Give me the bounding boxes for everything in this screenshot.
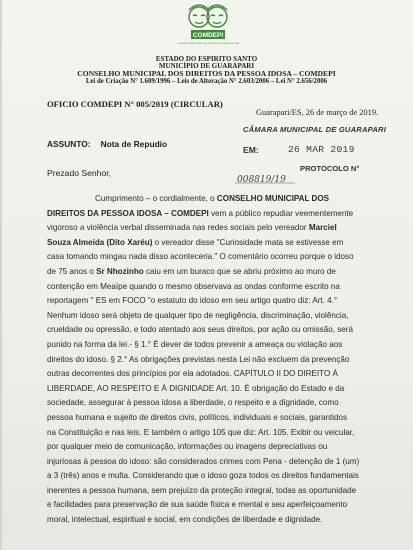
body-text-bold: Marciel (308, 223, 337, 233)
header-law: Lei de Criação N° 1.609/1996 – Leis de Alteração N° 2.603/2006 – Lei N° 2.656/2006 (85, 78, 328, 85)
body-text: reportagem " ES em FOCO "o estatuto do idoso em seu artigo quatro diz: Art. 4.° (47, 296, 338, 306)
body-text: e facilidades para preservação de sua saúde física e mental e seu aperfeiçoamento (47, 500, 348, 510)
body-line (47, 440, 387, 455)
body-text: moral, intelectual, espiritual e social, em condições de liberdade e dignidade. (47, 515, 323, 525)
body-line (47, 498, 387, 513)
body-text: contenção em Meaípe quando o mesmo observava as ondas conforme escrito na (47, 281, 340, 291)
body-line (47, 280, 387, 295)
document-reference: OFICIO COMDEPI N° 005/2019 (CIRCULAR) (47, 99, 223, 109)
body-line (47, 426, 387, 441)
handwritten-protocol-number (235, 172, 295, 184)
body-line (47, 367, 387, 382)
body-text: outras decorrentes dos princípios por ela adotados. CAPÍTULO II DO DIREITO À (47, 369, 338, 379)
body-text-bold: CONSELHO MUNICIPAL DOS (216, 194, 330, 203)
letter-body (47, 192, 387, 528)
body-line (47, 382, 387, 397)
body-text: direitos do idoso. § 2.° As obrigações previstas nesta Lei não excluem da prevenção (47, 354, 350, 364)
body-line (47, 221, 387, 236)
body-text: punido na forma da lei.- § 1.° É dever de todos prevenir a ameaça ou violação aos (47, 339, 343, 349)
logo-wordmark: COMDEPI (192, 32, 224, 39)
body-text-bold: DIREITOS DA PESSOA IDOSA – COMDEPI (47, 208, 209, 218)
body-line (47, 250, 387, 265)
body-line (47, 323, 387, 338)
body-text: a 3 (três) anos e multa. Considerando que o idoso goza todos os direitos fundamentais (47, 471, 359, 481)
body-line (47, 469, 387, 484)
comdepi-logo (177, 2, 239, 52)
subject-line (47, 139, 167, 149)
body-line (47, 207, 387, 222)
body-line (47, 353, 387, 368)
header-municipality: MUNICÍPIO DE GUARAPARI (158, 62, 255, 70)
body-text: por qualquer meio de comunicação, informações ou imagens depreciativas ou (47, 442, 328, 452)
body-text-bold: Sr Nhozinho (96, 266, 144, 276)
header-state: ESTADO DO ESPIRITO SANTO (155, 55, 258, 63)
logo-subtext: CONSELHO MUNICIPAL DOS DIREITOS DA PESSOA IDOSA (177, 43, 239, 45)
body-text: pessoa humana e sujeito de direitos civis, políticos, individuais e sociais, garantidos (47, 412, 348, 422)
body-text: caiu em um buraco que se abriu próximo ao muro de (143, 266, 336, 276)
stamp-protocol-label: PROTOCOLO N° (300, 164, 360, 173)
body-line (47, 338, 387, 353)
body-text: casa tomando mingau nada disso aconteceria." O comentário ocorreu porque o idoso (47, 252, 354, 262)
stamp-em-label: EM: (243, 145, 259, 155)
body-line (47, 192, 387, 207)
body-text: Nenhum idoso será objeto de qualquer tipo de negligência, discriminação, violência, (47, 310, 349, 320)
body-text: inerentes a pessoa humana, sem prejuízo da proteção integral, todas as oportunidade (47, 485, 357, 495)
body-text: de 75 anos o (47, 266, 97, 276)
place-date: Guarapari/ES, 26 de março de 2019. (256, 108, 379, 117)
body-text: vem a público repudiar veementemente (208, 208, 354, 218)
subject-text: Nota de Repudio (100, 139, 168, 149)
body-text-bold: Souza Almeida (Dito Xaréu) (47, 237, 153, 247)
body-line (47, 455, 387, 470)
body-line (47, 484, 387, 499)
body-text: na Constituição e nas leis. E também o artigo 105 que diz: Art. 105. Exibir ou veicular, (47, 427, 355, 437)
body-text: injuriosas à pessoa do idoso: são considerados crimes com Pena - detenção de 1 (um) (47, 456, 360, 466)
body-line (47, 236, 387, 251)
stamp-date: 26 MAR 2019 (288, 144, 355, 155)
header-council: CONSELHO MUNICIPAL DOS DIREITOS DA PESSOA IDOSA – COMDEPI (77, 69, 336, 78)
stamp-body: CÂMARA MUNICIPAL DE GUARAPARI (243, 125, 387, 134)
body-text: Cumprimento – o cordialmente, o (95, 194, 217, 203)
body-line (47, 396, 387, 411)
body-text: LIBERDADE, AO RESPEITO E À DIGNIDADE Art. 10. É obrigação do Estado e da (47, 383, 345, 393)
body-line (47, 411, 387, 426)
protocol-number: 008819/19 (237, 175, 286, 184)
body-text: vigoroso a violência verbal disseminada nas redes sociais pelo vereador (47, 223, 309, 233)
body-line (47, 265, 387, 280)
subject-label: ASSUNTO: (47, 139, 91, 149)
body-line (47, 309, 387, 324)
body-line (47, 294, 387, 309)
body-text: o vereador disse "Curiosidade mata se estivesse em (152, 237, 344, 247)
body-text: sociedade, assegurar à pessoa idosa a liberdade, o respeito e a dignidade, como (47, 398, 339, 408)
greeting: Prezado Senhor, (47, 168, 112, 178)
body-text: crueldade ou opressão, e todo atentado aos seus direitos, por ação ou omissão, será (47, 325, 353, 335)
body-line (47, 513, 387, 528)
